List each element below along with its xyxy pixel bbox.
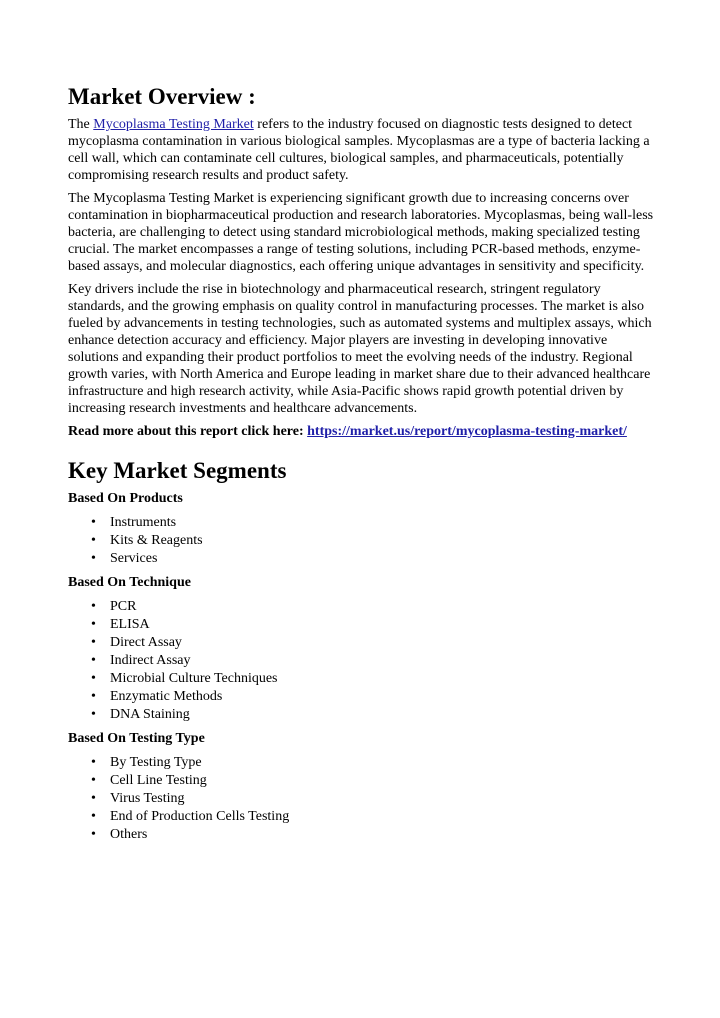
bullet-icon: • <box>91 635 96 650</box>
read-more-line <box>68 423 660 440</box>
list-item: • Enzymatic Methods <box>91 689 223 704</box>
list-item: • Microbial Culture Techniques <box>91 671 278 686</box>
bullet-icon: • <box>91 653 96 668</box>
bullet-icon: • <box>91 515 96 530</box>
overview-paragraph-2: The Mycoplasma Testing Market is experiencing significant growth due to increasing concerns over contamination in biopharmaceutical production and research laboratories. Mycoplasmas, being wall-less bacteria, are challenging to detect using standard microbiological methods, making specialized testing crucial. The market encompasses a range of testing solutions, including PCR-based methods, enzyme-based assays, and molecular diagnostics, each offering unique advantages in sensitivity and specificity. <box>68 191 654 274</box>
list-item: • Services <box>91 551 158 566</box>
bullet-icon: • <box>91 617 96 632</box>
list-item: • End of Production Cells Testing <box>91 809 290 824</box>
overview-paragraph-3: Key drivers include the rise in biotechnology and pharmaceutical research, stringent regulatory standards, and the growing emphasis on quality control in manufacturing processes. The market is also fueled by advancements in testing technologies, such as automated systems and multiplex assays, which enhance detection accuracy and efficiency. Major players are investing in developing innovative solutions and expanding their product portfolios to meet the evolving needs of the industry. Regional growth varies, with North America and Europe leading in market share due to their advanced healthcare infrastructure and high research activity, while Asia-Pacific shows rapid growth potential driven by increasing research investments and healthcare advancements. <box>68 282 652 416</box>
list-item: • ELISA <box>91 617 150 632</box>
bullet-icon: • <box>91 773 96 788</box>
report-url-link[interactable]: https://market.us/report/mycoplasma-testing-market/ <box>307 424 627 439</box>
segment-heading-testing-type: Based On Testing Type <box>68 731 205 746</box>
key-market-segments-title: Key Market Segments <box>68 458 287 483</box>
bullet-icon: • <box>91 671 96 686</box>
bullet-icon: • <box>91 551 96 566</box>
p1-suffix: refers to the industry focused on diagnostic tests designed to detect mycoplasma contamination in various biological samples. Mycoplasmas are a type of bacteria lacking a cell wall, which can contaminate cell cultures, biological samples, and pharmaceuticals, potentially compromising research results and product safety. <box>68 117 650 183</box>
list-item: • DNA Staining <box>91 707 190 722</box>
list-item: • By Testing Type <box>91 755 202 770</box>
products-list <box>68 514 660 568</box>
list-item: • Instruments <box>91 515 177 530</box>
mycoplasma-market-link[interactable]: Mycoplasma Testing Market <box>93 117 254 132</box>
overview-paragraph-1 <box>68 116 660 184</box>
bullet-icon: • <box>91 707 96 722</box>
list-item: • Virus Testing <box>91 791 185 806</box>
p1-prefix: The <box>68 117 94 132</box>
list-item: • PCR <box>91 599 137 614</box>
bullet-icon: • <box>91 533 96 548</box>
bullet-icon: • <box>91 689 96 704</box>
list-item: • Kits & Reagents <box>91 533 203 548</box>
bullet-icon: • <box>91 809 96 824</box>
list-item: • Direct Assay <box>91 635 182 650</box>
list-item: • Indirect Assay <box>91 653 191 668</box>
bullet-icon: • <box>91 791 96 806</box>
bullet-icon: • <box>91 755 96 770</box>
testing-type-list <box>68 754 660 844</box>
list-item: • Others <box>91 827 148 842</box>
read-more-label: Read more about this report click here: <box>68 424 308 439</box>
segment-heading-technique: Based On Technique <box>68 575 191 590</box>
bullet-icon: • <box>91 827 96 842</box>
list-item: • Cell Line Testing <box>91 773 207 788</box>
bullet-icon: • <box>91 599 96 614</box>
segment-heading-products: Based On Products <box>68 491 183 506</box>
technique-list <box>68 598 660 724</box>
market-overview-title: Market Overview : <box>68 84 256 109</box>
